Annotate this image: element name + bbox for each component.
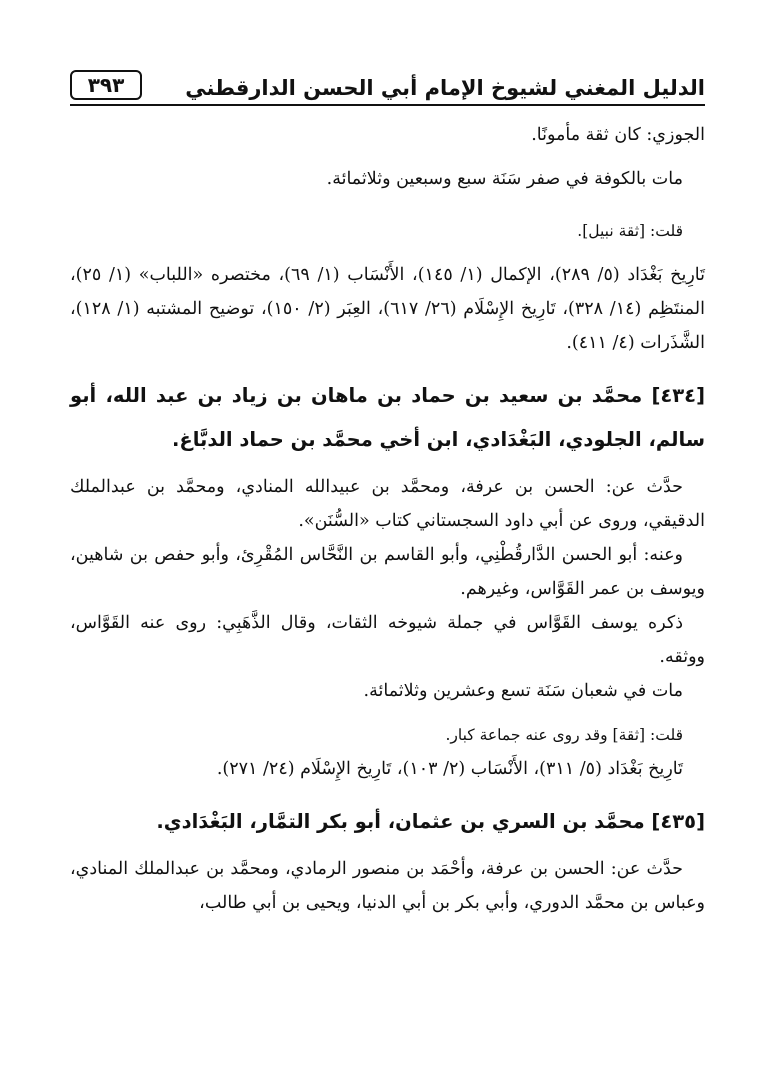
- running-header: [70, 62, 705, 106]
- entry-434-students: وعنه: أبو الحسن الدَّارقُطْنِي، وأبو القاسم بن النَّحَّاس المُقْرِئ، وأبو حفص بن شاهين، ويوسف بن عمر القَوَّاس، وغيرهم.: [70, 545, 705, 599]
- entry-435-title: [٤٣٥] محمَّد بن السري بن عثمان، أبو بكر التمَّار، البَغْدَادي.: [156, 810, 705, 833]
- prev-entry-verdict: قلت: [ثقة نبيل].: [577, 222, 683, 240]
- prev-entry-sources: تَارِيخ بَغْدَاد (٥/ ٢٨٩)، الإكمال (١/ ١٤٥)، الأَنْسَاب (١/ ٦٩)، مختصره «اللباب» (١/ ٢٥)، المنتَظِم (١٤/ ٣٢٨)، تَارِيخ الإِسْلَام (٢٦/ ٦١٧)، العِبَر (٢/ ١٥٠)، توضيح المشتبه (١/ ١٢٨)، الشَّذَرات (٤/ ٤١١).: [70, 265, 705, 353]
- entry-434-assessment: ذكره يوسف القَوَّاس في جملة شيوخه الثقات، وقال الذَّهَبِي: روى عنه القَوَّاس، ووثقه.: [70, 613, 705, 667]
- entry-434-title: [٤٣٤] محمَّد بن سعيد بن حماد بن ماهان بن زياد بن عبد الله، أبو سالم، الجلودي، البَغْدَادي، ابن أخي محمَّد بن حماد الدبَّاغ.: [70, 384, 705, 451]
- prev-entry-death: مات بالكوفة في صفر سَنَة سبع وسبعين وثلاثمائة.: [326, 169, 683, 189]
- entry-435-teachers: حدَّث عن: الحسن بن عرفة، وأحْمَد بن منصور الرمادي، ومحمَّد بن عبدالملك المنادي، وعباس بن محمَّد الدوري، وأبي بكر بن أبي الدنيا، ويحيى بن أبي طالب،: [70, 859, 705, 913]
- entry-434-verdict: قلت: [ثقة] وقد روى عنه جماعة كبار.: [445, 726, 683, 744]
- entry-434-death: مات في شعبان سَنَة تسع وعشرين وثلاثمائة.: [363, 681, 683, 701]
- page-number: ٣٩٣: [70, 70, 142, 100]
- entry-434-sources: تَارِيخ بَغْدَاد (٥/ ٣١١)، الأَنْسَاب (٢/ ١٠٣)، تَارِيخ الإِسْلَام (٢٤/ ٢٧١).: [216, 759, 683, 779]
- page-body: [70, 118, 705, 920]
- prev-entry-line-1: الجوزي: كان ثقة مأمونًا.: [531, 125, 705, 145]
- entry-434-teachers: حدَّث عن: الحسن بن عرفة، ومحمَّد بن عبيدالله المنادي، ومحمَّد بن عبدالملك الدقيقي، وروى عن أبي داود السجستاني كتاب «السُّنَن».: [70, 477, 705, 531]
- header-title: الدليل المغني لشيوخ الإمام أبي الحسن الدارقطني: [185, 76, 705, 100]
